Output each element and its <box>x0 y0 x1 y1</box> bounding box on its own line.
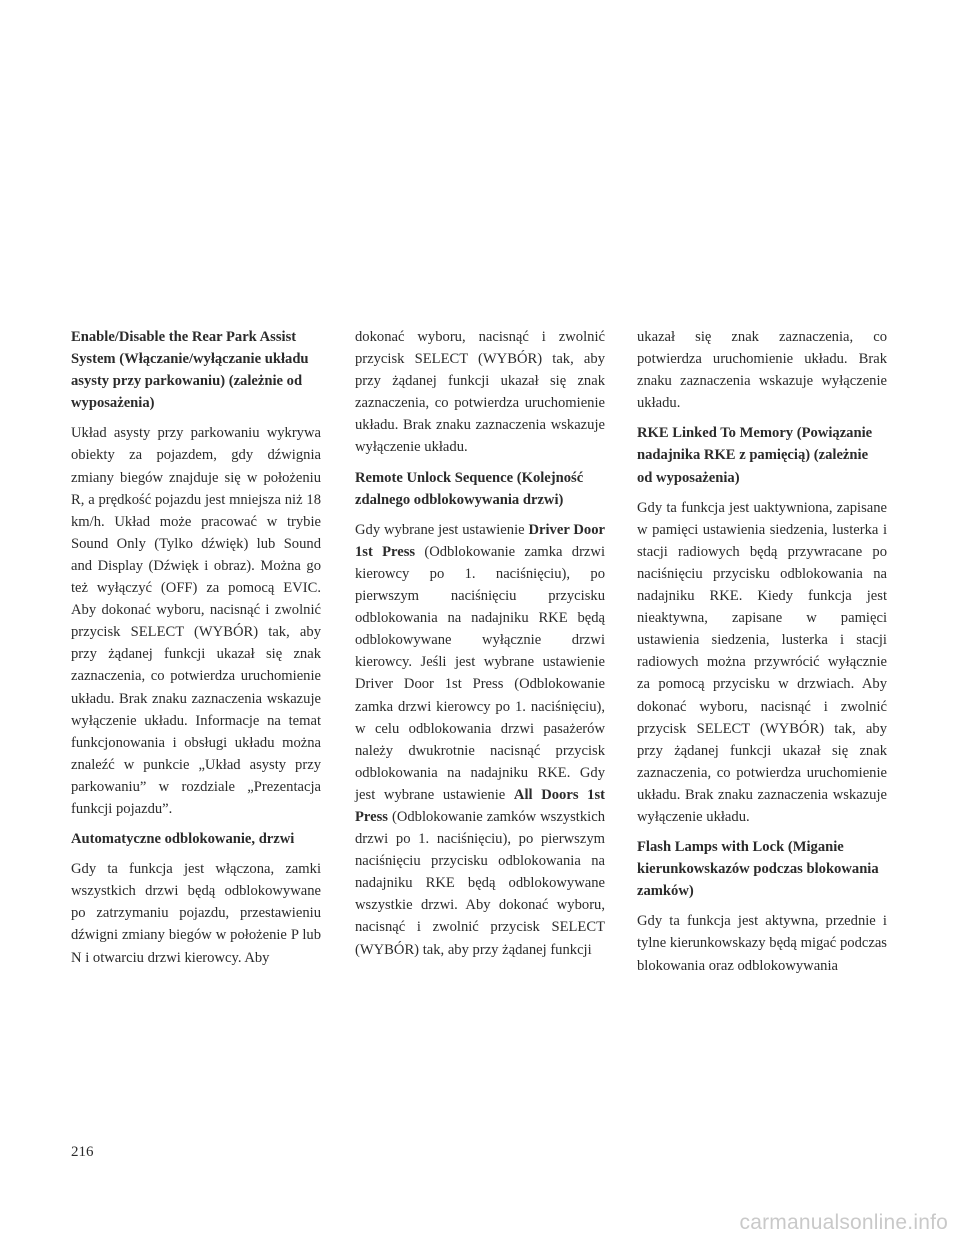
option-driver-door-1st-press: Driver Door 1st Press <box>355 521 605 560</box>
heading-rear-park-assist: Enable/Disable the Rear Park Assist System (Włączanie/wyłączanie układu asysty przy parkowaniu) (zależnie od wyposażenia) <box>71 329 309 412</box>
page-number: 216 <box>71 1144 94 1160</box>
remote-text-3: (Odblokowanie zamków wszystkich drzwi po 1. naciśnięciu), po pierwszym naciśnięciu przycisku odblokowania na nadajniku RKE będą odblokowywane wszystkie drzwi. Aby dokonać wyboru, nacisnąć i zwolnić przycisk SELECT (WYBÓR) tak, aby przy żądanej funkcji <box>355 808 605 958</box>
heading-flash-lamps-with-lock: Flash Lamps with Lock (Miganie kierunkowskazów podczas blokowania zamków) <box>637 839 879 900</box>
paragraph-auto-unlock-continued: dokonać wyboru, nacisnąć i zwolnić przycisk SELECT (WYBÓR) tak, aby przy żądanej funkcji ukazał się znak zaznaczenia, co potwierdza uruchomienie układu. Brak znaku zaznaczenia wskazuje wyłączenie układu. <box>355 329 605 456</box>
column-left <box>71 326 321 977</box>
paragraph-remote-unlock-sequence <box>355 519 605 961</box>
remote-text-2: (Odblokowanie zamka drzwi kierowcy po 1. naciśnięciu), po pierwszym naciśnięciu przycisku odblokowania na nadajniku RKE będą odblokowywane wyłącznie drzwi kierowcy. Jeśli jest wybrane ustawienie Driver Door 1st Press (Odblokowanie zamka drzwi kierowcy po 1. naciśnięciu), w celu odblokowania drzwi pasażerów należy dwukrotnie nacisnąć przycisk odblokowania na nadajniku RKE. Gdy jest wybrane ustawienie <box>355 543 605 803</box>
paragraph-remote-unlock-continued: ukazał się znak zaznaczenia, co potwierdza uruchomienie układu. Brak znaku zaznaczenia wskazuje wyłączenie układu. <box>637 329 887 412</box>
paragraph-auto-unlock: Gdy ta funkcja jest włączona, zamki wszystkich drzwi będą odblokowywane po zatrzymaniu pojazdu, przestawieniu dźwigni zmiany biegów w położenie P lub N i otwarciu drzwi kierowcy. Aby <box>71 861 321 966</box>
watermark: carmanualsonline.info <box>739 1211 948 1234</box>
heading-rke-linked-to-memory: RKE Linked To Memory (Powiązanie nadajnika RKE z pamięcią) (zależnie od wyposażenia) <box>637 425 873 486</box>
remote-text-1: Gdy wybrane jest ustawienie <box>355 521 525 538</box>
column-middle <box>355 326 605 969</box>
heading-auto-unlock: Automatyczne odblokowanie, drzwi <box>71 831 295 848</box>
paragraph-rear-park-assist: Układ asysty przy parkowaniu wykrywa obiekty za pojazdem, gdy dźwignia zmiany biegów znajduje się w położeniu R, a prędkość pojazdu jest mniejsza niż 18 km/h. Układ może pracować w trybie Sound Only (Tylko dźwięk) lub Sound and Display (Dźwięk i obraz). Można go też wyłączyć (OFF) za pomocą EVIC. Aby dokonać wyboru, nacisnąć i zwolnić przycisk SELECT (WYBÓR) tak, aby przy żądanej funkcji ukazał się znak zaznaczenia, co potwierdza uruchomienie układu. Brak znaku zaznaczenia wskazuje wyłączenie układu. Informacje na temat funkcjonowania i obsługi układu można znaleźć w punkcie „Układ asysty przy parkowaniu” w rozdziale „Prezentacja funkcji pojazdu”. <box>71 425 321 817</box>
column-right <box>637 326 887 985</box>
heading-remote-unlock-sequence: Remote Unlock Sequence (Kolejność zdalnego odblokowywania drzwi) <box>355 469 584 508</box>
option-all-doors-1st-press: All Doors 1st Press <box>355 786 605 825</box>
paragraph-flash-lamps-with-lock: Gdy ta funkcja jest aktywna, przednie i tylne kierunkowskazy będą migać podczas blokowania oraz odblokowywania <box>637 913 887 974</box>
paragraph-rke-linked-to-memory: Gdy ta funkcja jest uaktywniona, zapisane w pamięci ustawienia siedzenia, lusterka i stacji radiowych będą przywracane po naciśnięciu przycisku odblokowania na nadajniku RKE. Kiedy funkcja jest nieaktywna, zapisane w pamięci ustawienia siedzenia, lusterka i stacji radiowych można przywrócić wyłącznie za pomocą przycisku w drzwiach. Aby dokonać wyboru, nacisnąć i zwolnić przycisk SELECT (WYBÓR) tak, aby przy żądanej funkcji ukazał się znak zaznaczenia, co potwierdza uruchomienie układu. Brak znaku zaznaczenia wskazuje wyłączenie układu. <box>637 499 887 825</box>
